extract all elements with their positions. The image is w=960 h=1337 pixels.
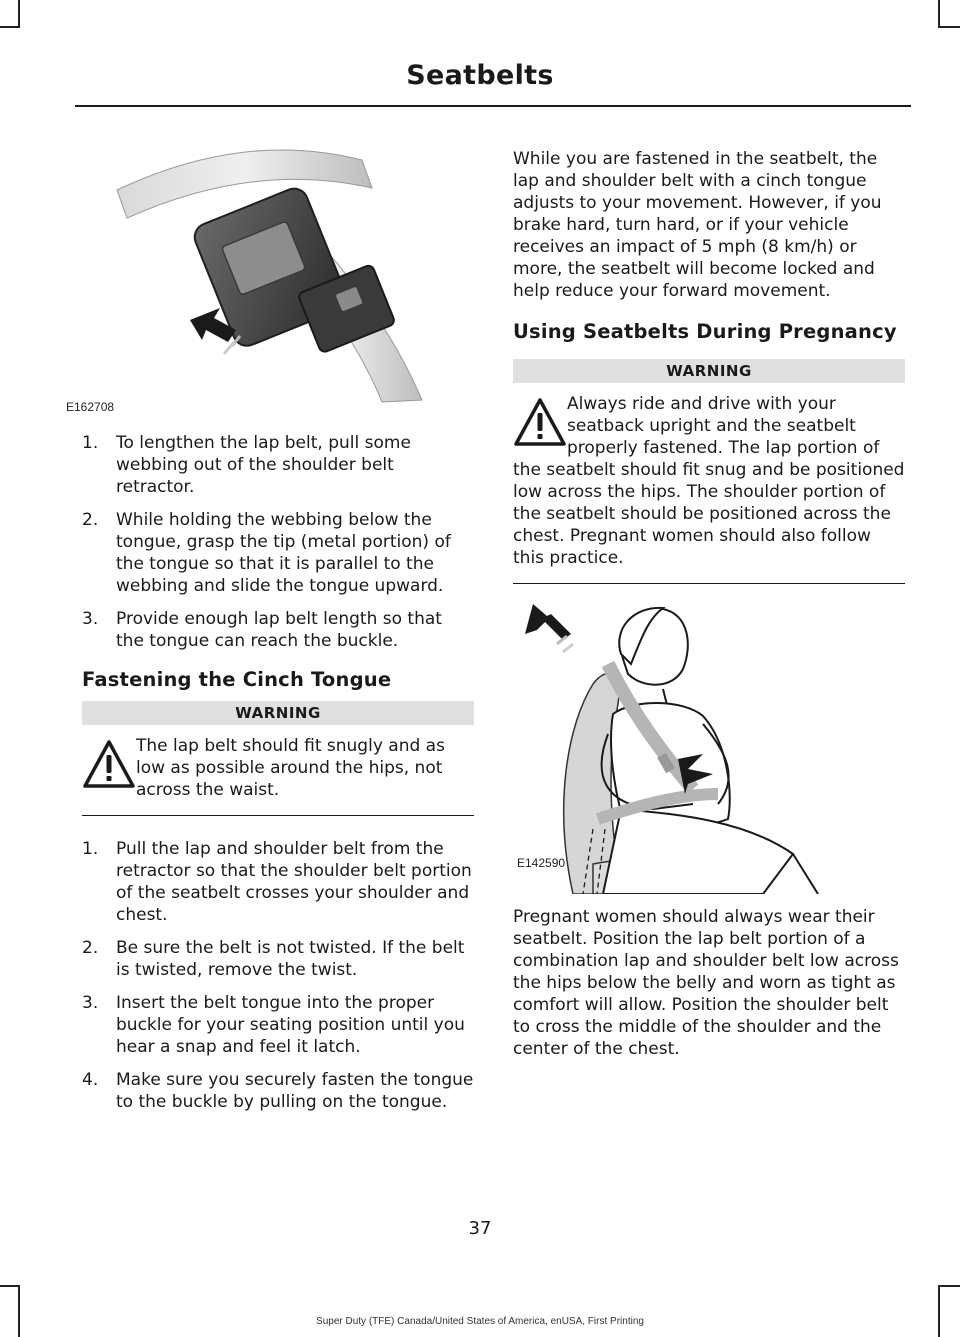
section-heading: Using Seatbelts During Pregnancy — [513, 320, 897, 343]
warning-title: WARNING — [513, 359, 905, 383]
crop-mark — [0, 26, 20, 28]
list-item: 4. Make sure you securely fasten the tongue to the buckle by pulling on the tongue. — [82, 1070, 474, 1112]
crop-mark — [938, 26, 960, 28]
crop-mark — [18, 0, 20, 28]
warning-box — [513, 359, 905, 584]
crop-mark — [938, 1285, 960, 1287]
figure-label: E142590 — [517, 856, 566, 870]
upward-arrow-icon — [525, 604, 573, 652]
warning-title: WARNING — [82, 701, 474, 725]
lengthen-steps — [82, 432, 474, 652]
warning-body: The lap belt should fit snugly and as low as possible around the hips, not across the waist. — [82, 735, 474, 816]
header-divider — [75, 105, 911, 107]
warning-triangle-icon — [513, 397, 567, 449]
page-number: 37 — [468, 1218, 492, 1239]
section-heading: Fastening the Cinch Tongue — [82, 668, 392, 691]
pregnancy-seatbelt-figure — [513, 604, 905, 894]
crop-mark — [938, 1285, 940, 1337]
crop-mark — [18, 1285, 20, 1337]
cinch-tongue-illustration — [82, 140, 474, 420]
list-item: 1. To lengthen the lap belt, pull some webbing out of the shoulder belt retractor. — [82, 433, 411, 497]
cinch-tongue-figure — [66, 140, 474, 420]
pregnant-occupant-illustration — [513, 604, 905, 894]
left-column — [66, 140, 474, 1124]
crop-mark — [0, 1285, 20, 1287]
crop-mark — [938, 0, 940, 28]
cinch-paragraph: While you are fastened in the seatbelt, the lap and shoulder belt with a cinch tongue adjusts to your movement. However, if you brake hard, turn hard, or if your vehicle receives an impact of 5 mph (8 km/h) or more, the seatbelt will become locked and help reduce your forward movement. — [513, 149, 882, 301]
footer-note: Super Duty (TFE) Canada/United States of America, enUSA, First Printing — [316, 1316, 644, 1327]
list-item: 3. Insert the belt tongue into the proper buckle for your seating position until you hear a snap and feel it latch. — [82, 993, 465, 1057]
right-column — [513, 140, 905, 1060]
warning-triangle-icon — [82, 739, 136, 791]
list-item: 2. Be sure the belt is not twisted. If the belt is twisted, remove the twist. — [82, 938, 465, 980]
list-item: 3. Provide enough lap belt length so that the tongue can reach the buckle. — [82, 609, 442, 651]
list-item: 1. Pull the lap and shoulder belt from the retractor so that the shoulder belt portion of the seatbelt crosses your shoulder and chest. — [82, 839, 472, 925]
fastening-steps — [82, 838, 474, 1113]
warning-box — [82, 701, 474, 816]
list-item: 2. While holding the webbing below the tongue, grasp the tip (metal portion) of the tongue so that it is parallel to the webbing and slide the tongue upward. — [82, 510, 451, 596]
page-title: Seatbelts — [406, 60, 554, 91]
pregnancy-paragraph: Pregnant women should always wear their seatbelt. Position the lap belt portion of a combination lap and shoulder belt low across the hips below the belly and worn as tight as comfort will allow. Position the shoulder belt to cross the middle of the shoulder and the center of the chest. — [513, 907, 899, 1059]
figure-label: E162708 — [66, 400, 115, 414]
warning-body: Always ride and drive with your seatback upright and the seatbelt properly fastened. The lap portion of the seatbelt should fit snug and be positioned low across the hips. The shoulder portion of the seatbelt should be positioned across the chest. Pregnant women should also follow this practice. — [513, 393, 905, 584]
